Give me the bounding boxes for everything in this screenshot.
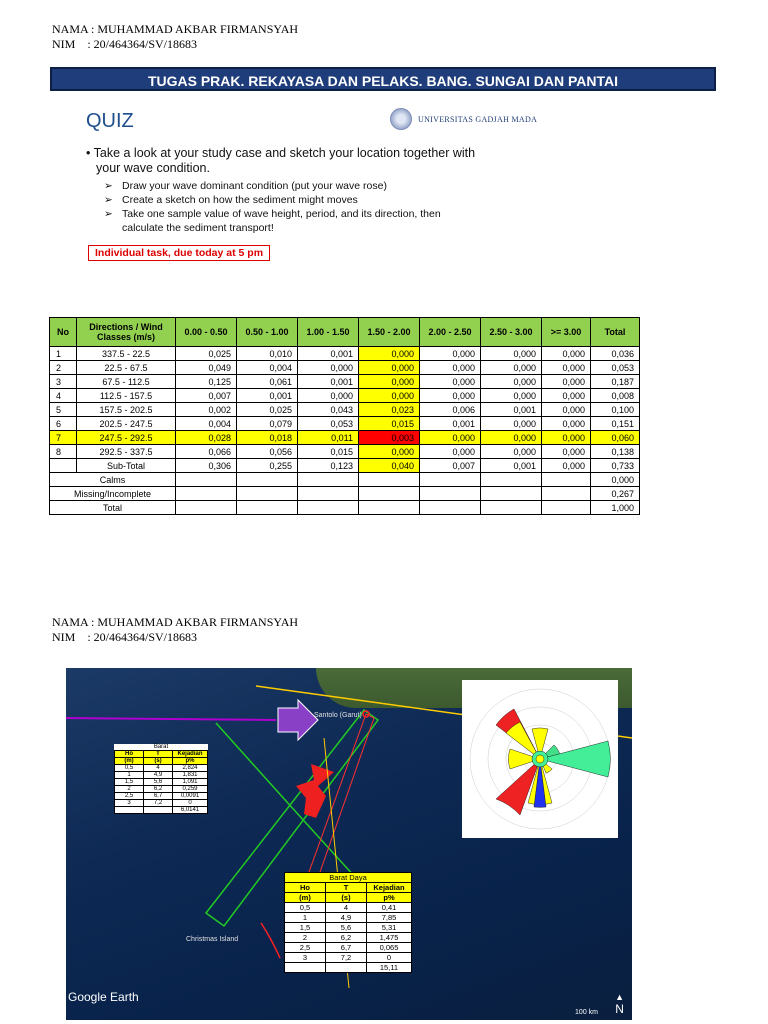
table-cell: 4: [144, 765, 173, 772]
university-name: UNIVERSITAS GADJAH MADA: [418, 114, 538, 124]
table-cell: 0,004: [237, 361, 298, 375]
table-cell: 0,000: [542, 459, 591, 473]
student-header-top: [52, 22, 298, 52]
student-header-bottom: [52, 615, 298, 645]
barat-wave-table: [114, 744, 208, 814]
table-cell: 2,5: [285, 943, 326, 953]
total-row: [50, 501, 640, 515]
arrow-bullet-icon: ➢: [104, 208, 113, 220]
table-cell: 0,100: [591, 403, 640, 417]
table-cell: 247.5 - 292.5: [77, 431, 176, 445]
table-row: [285, 903, 412, 913]
table-caption: Barat: [115, 744, 208, 751]
table-cell: 5,6: [144, 779, 173, 786]
table-cell: 0,040: [359, 459, 420, 473]
col-header: >= 3.00: [542, 318, 591, 347]
table-cell: 0,000: [542, 431, 591, 445]
table-cell: 0,008: [591, 389, 640, 403]
calms-row: [50, 473, 640, 487]
student-nim: NIM : 20/464364/SV/18683: [52, 630, 198, 644]
table-cell: 0,138: [591, 445, 640, 459]
table-row: [115, 786, 208, 793]
table-cell: 0,000: [542, 389, 591, 403]
table-header-row: Ho T Kejadian: [115, 751, 208, 758]
table-row: [115, 772, 208, 779]
table-cell: 5: [50, 403, 77, 417]
table-cell: 0,733: [591, 459, 640, 473]
table-cell: 0,123: [298, 459, 359, 473]
table-cell: 0,000: [420, 389, 481, 403]
table-cell: 0,025: [237, 403, 298, 417]
sub-instruction: ➢ Draw your wave dominant condition (put your wave rose): [104, 180, 387, 192]
subtotal-row: [50, 459, 640, 473]
table-cell: 0,000: [481, 389, 542, 403]
table-cell: 6,2: [144, 786, 173, 793]
table-cell: 6,2: [326, 933, 367, 943]
table-cell: 0,011: [298, 431, 359, 445]
col-header: Directions / Wind Classes (m/s): [77, 318, 176, 347]
table-cell: Sub-Total: [77, 459, 176, 473]
table-cell: 0,000: [420, 375, 481, 389]
col-header: 2.00 - 2.50: [420, 318, 481, 347]
table-row: [50, 417, 640, 431]
quiz-instructions: [86, 146, 475, 235]
table-cell: 0,028: [176, 431, 237, 445]
barat-daya-wave-table: [284, 872, 412, 973]
table-cell: 0: [367, 953, 412, 963]
table-row: [285, 953, 412, 963]
table-header-row: Ho T Kejadian: [285, 883, 412, 893]
quiz-title: QUIZ: [86, 110, 134, 132]
table-cell: 0,053: [298, 417, 359, 431]
table-body: [50, 347, 640, 515]
southwest-wave-arrow-icon: [296, 764, 334, 818]
sub-instruction: ➢ Create a sketch on how the sediment might moves: [104, 194, 358, 206]
instruction-line: your wave condition.: [96, 161, 210, 175]
deadline-note: Individual task, due today at 5 pm: [88, 245, 270, 261]
table-row: [285, 943, 412, 953]
student-name: NAMA : MUHAMMAD AKBAR FIRMANSYAH: [52, 22, 299, 36]
table-cell: 0,000: [481, 361, 542, 375]
table-cell: 1,5: [285, 923, 326, 933]
table-cell: 3: [50, 375, 77, 389]
instruction-line: • Take a look at your study case and sketch your location together with: [86, 146, 476, 160]
wind-class-table: [49, 317, 640, 515]
north-arrow-icon: ▲ N: [615, 992, 624, 1016]
table-cell: 2: [115, 786, 144, 793]
table-cell: 0,000: [420, 431, 481, 445]
table-cell: 1,091: [173, 779, 208, 786]
table-cell: 6,7: [326, 943, 367, 953]
table-row: [50, 347, 640, 361]
table-header-row: [50, 318, 640, 347]
table-cell: 6: [50, 417, 77, 431]
table-cell: 0,079: [237, 417, 298, 431]
table-cell: 4: [50, 389, 77, 403]
table-cell: 0,007: [176, 389, 237, 403]
christmas-island-label: Christmas Island: [186, 936, 239, 943]
table-cell: 2: [50, 361, 77, 375]
table-cell: 157.5 - 202.5: [77, 403, 176, 417]
table-cell: 0,000: [542, 347, 591, 361]
col-header: 0.00 - 0.50: [176, 318, 237, 347]
table-cell: 0,000: [591, 473, 640, 487]
table-cell: 0,010: [237, 347, 298, 361]
table-cell: 0,002: [176, 403, 237, 417]
row-label: Calms: [50, 473, 176, 487]
table-row: [50, 431, 640, 445]
table-cell: 112.5 - 157.5: [77, 389, 176, 403]
col-header: 0.50 - 1.00: [237, 318, 298, 347]
table-cell: 0,004: [176, 417, 237, 431]
table-row: [115, 779, 208, 786]
table-row: [115, 765, 208, 772]
course-banner: TUGAS PRAK. REKAYASA DAN PELAKS. BANG. SUNGAI DAN PANTAI: [50, 67, 716, 91]
table-cell: 0,267: [591, 487, 640, 501]
table-cell: 7,2: [326, 953, 367, 963]
sub-instruction: ➢ Take one sample value of wave height, period, and its direction, then: [104, 208, 441, 220]
table-cell: 0,018: [237, 431, 298, 445]
table-cell: 2,824: [173, 765, 208, 772]
table-cell: 0,001: [298, 375, 359, 389]
sub-instruction-cont: calculate the sediment transport!: [122, 222, 274, 234]
table-cell: 1,475: [367, 933, 412, 943]
table-cell: 22.5 - 67.5: [77, 361, 176, 375]
table-cell: 0,000: [359, 361, 420, 375]
missing-row: [50, 487, 640, 501]
table-cell: 1,831: [173, 772, 208, 779]
table-cell: 0,000: [359, 347, 420, 361]
table-cell: 0: [173, 800, 208, 807]
table-cell: 0,000: [359, 375, 420, 389]
table-row: [285, 913, 412, 923]
table-cell: 0,015: [298, 445, 359, 459]
table-cell: 0,255: [237, 459, 298, 473]
student-nim: NIM : 20/464364/SV/18683: [52, 37, 198, 51]
table-total-row: 15,11: [285, 963, 412, 973]
table-cell: 0,015: [359, 417, 420, 431]
table-caption: Barat Daya: [285, 873, 412, 883]
table-cell: 0,000: [481, 347, 542, 361]
table-cell: 0,000: [298, 389, 359, 403]
table-cell: 4,9: [144, 772, 173, 779]
table-cell: 0,003: [359, 431, 420, 445]
table-cell: 0,41: [367, 903, 412, 913]
table-cell: 0,259: [173, 786, 208, 793]
table-cell: 0,001: [481, 403, 542, 417]
student-name: NAMA : MUHAMMAD AKBAR FIRMANSYAH: [52, 615, 299, 629]
table-row: [50, 403, 640, 417]
table-row: [285, 933, 412, 943]
west-direction-line: [66, 718, 276, 720]
table-row: [50, 445, 640, 459]
table-row: [115, 793, 208, 800]
table-cell: 0,000: [420, 347, 481, 361]
table-cell: 202.5 - 247.5: [77, 417, 176, 431]
table-cell: 0,043: [298, 403, 359, 417]
table-row: [50, 361, 640, 375]
table-cell: 0,151: [591, 417, 640, 431]
table-cell: 5,6: [326, 923, 367, 933]
table-cell: 4: [326, 903, 367, 913]
arrow-bullet-icon: ➢: [104, 180, 113, 192]
table-cell: 7: [50, 431, 77, 445]
col-header: 1.00 - 1.50: [298, 318, 359, 347]
table-row: [285, 923, 412, 933]
table-cell: 0,000: [359, 389, 420, 403]
callout-arrow: [261, 923, 280, 958]
wave-rose-chart: [462, 680, 618, 838]
table-cell: 0,000: [542, 445, 591, 459]
table-cell: 0,049: [176, 361, 237, 375]
table-cell: 1: [285, 913, 326, 923]
table-cell: 0,000: [542, 403, 591, 417]
table-cell: 0,006: [420, 403, 481, 417]
table-cell: 0,000: [298, 361, 359, 375]
table-cell: 1,5: [115, 779, 144, 786]
col-header: Total: [591, 318, 640, 347]
table-cell: 0,125: [176, 375, 237, 389]
table-cell: 0,000: [420, 361, 481, 375]
col-header: 2.50 - 3.00: [481, 318, 542, 347]
table-cell: 0,000: [542, 375, 591, 389]
table-cell: 0,036: [591, 347, 640, 361]
table-cell: 0,056: [237, 445, 298, 459]
table-cell: 0,060: [591, 431, 640, 445]
table-cell: 0,306: [176, 459, 237, 473]
row-label: Missing/Incomplete: [50, 487, 176, 501]
google-earth-map: [66, 668, 632, 1020]
table-unit-row: (m) (s) p%: [285, 893, 412, 903]
table-cell: 2: [285, 933, 326, 943]
map-scale: 100 km: [575, 1009, 598, 1016]
table-cell: 0,001: [237, 389, 298, 403]
table-cell: 3: [285, 953, 326, 963]
table-cell: 4,9: [326, 913, 367, 923]
table-cell: 0,000: [481, 445, 542, 459]
table-cell: 0,000: [481, 431, 542, 445]
table-cell: 0,0091: [173, 793, 208, 800]
site-label: Santolo (Garut): [314, 712, 362, 719]
table-cell: 0,061: [237, 375, 298, 389]
table-cell: 0,001: [298, 347, 359, 361]
table-cell: 0,5: [115, 765, 144, 772]
rose-sector-e: [540, 741, 610, 777]
table-cell: 0,001: [420, 417, 481, 431]
arrow-bullet-icon: ➢: [104, 194, 113, 206]
table-total-row: 6,0141: [115, 807, 208, 814]
table-cell: 1: [115, 772, 144, 779]
table-cell: 1,000: [591, 501, 640, 515]
table-cell: 0,000: [420, 445, 481, 459]
table-cell: 0,000: [359, 445, 420, 459]
row-label: Total: [50, 501, 176, 515]
table-cell: 0,187: [591, 375, 640, 389]
west-wave-arrow-icon: [278, 700, 318, 740]
col-header: No: [50, 318, 77, 347]
table-cell: 3: [115, 800, 144, 807]
ugm-seal-icon: [390, 108, 412, 130]
table-cell: 0,066: [176, 445, 237, 459]
table-cell: 0,007: [420, 459, 481, 473]
table-row: [115, 800, 208, 807]
table-cell: 0,023: [359, 403, 420, 417]
table-cell: 0,000: [542, 417, 591, 431]
table-cell: 5,31: [367, 923, 412, 933]
table-row: [50, 389, 640, 403]
table-cell: 337.5 - 22.5: [77, 347, 176, 361]
table-cell: 0,000: [542, 361, 591, 375]
table-row: [50, 375, 640, 389]
table-cell: 0,053: [591, 361, 640, 375]
table-cell: 292.5 - 337.5: [77, 445, 176, 459]
google-earth-logo: Google Earth: [68, 990, 139, 1004]
table-cell: 2,5: [115, 793, 144, 800]
table-cell: 6,7: [144, 793, 173, 800]
table-cell: 1: [50, 347, 77, 361]
table-unit-row: (m) (s) p%: [115, 758, 208, 765]
university-logo: [390, 108, 537, 130]
table-cell: 0,001: [481, 459, 542, 473]
col-header: 1.50 - 2.00: [359, 318, 420, 347]
table-cell: 8: [50, 445, 77, 459]
table-cell: 0,5: [285, 903, 326, 913]
table-cell: 0,000: [481, 417, 542, 431]
table-cell: 0,000: [481, 375, 542, 389]
table-cell: 67.5 - 112.5: [77, 375, 176, 389]
table-cell: 0,025: [176, 347, 237, 361]
table-cell: 7,2: [144, 800, 173, 807]
table-cell: 0,065: [367, 943, 412, 953]
table-cell: 7,85: [367, 913, 412, 923]
